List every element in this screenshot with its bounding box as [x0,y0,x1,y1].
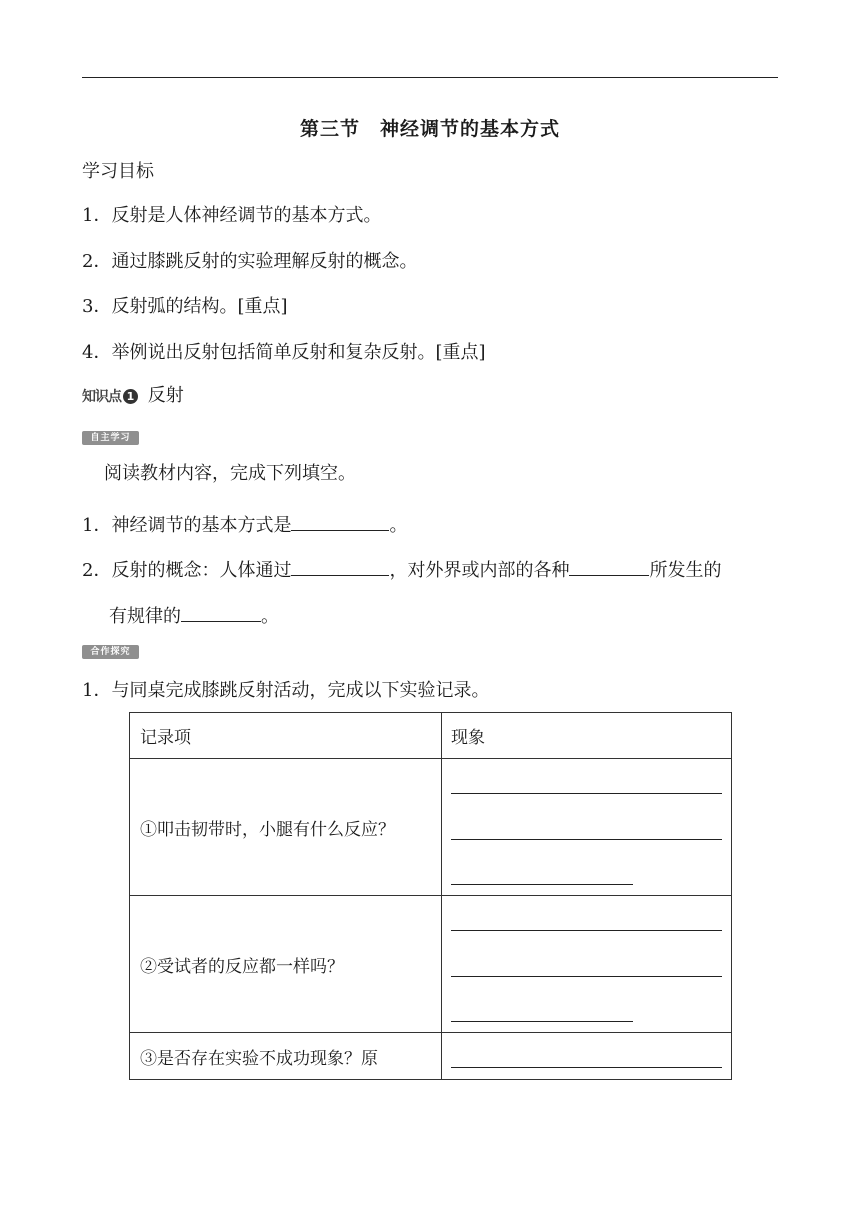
knowledge-point-label: 反射 [147,385,184,406]
objective-item: 3．反射弧的结构。[重点] [82,296,288,317]
record-item: ③是否存在实验不成功现象？原 [130,1033,442,1080]
page-title: 第三节 神经调节的基本方式 [299,118,560,140]
objectives-heading: 学习目标 [82,161,154,182]
objective-item: 4．举例说出反射包括简单反射和复杂反射。[重点] [82,342,486,363]
answer-blank[interactable] [569,555,649,576]
answer-cell[interactable] [442,1033,732,1080]
table-row [130,759,732,896]
answer-line[interactable] [451,1066,722,1068]
answer-blank[interactable] [291,510,389,531]
experiment-record-table [129,712,732,1080]
table-row [130,1033,732,1080]
fill-1-suffix: 。 [389,515,408,536]
answer-line[interactable] [451,792,722,794]
knowledge-point-badge: 知识点 [82,389,121,405]
answer-cell[interactable] [442,896,732,1033]
answer-line[interactable] [451,975,722,977]
answer-line[interactable] [451,929,722,931]
fill-question-1 [82,510,407,538]
fill-question-2 [82,555,721,583]
table-header-row [130,713,732,759]
fill-2-middle: ，对外界或内部的各种 [389,560,570,581]
self-study-stamp: 自主学习 [82,431,139,445]
answer-cell[interactable] [442,759,732,896]
fill-question-2-cont [109,601,279,629]
answer-line[interactable] [451,1020,633,1022]
number-one-icon: 1 [123,389,138,404]
fill-2-line2-suffix: 。 [261,606,279,627]
record-item: ②受试者的反应都一样吗？ [130,896,442,1033]
fill-2-suffix: 所发生的 [649,560,722,581]
answer-line[interactable] [451,838,722,840]
header-phenomenon: 现象 [442,713,732,759]
cooperative-inquiry-stamp: 合作探究 [82,645,139,659]
fill-2-prefix: 2．反射的概念：人体通过 [82,560,292,581]
answer-blank[interactable] [181,601,261,622]
fill-1-prefix: 1．神经调节的基本方式是 [82,515,292,536]
header-record-item: 记录项 [130,713,442,759]
objective-item: 2．通过膝跳反射的实验理解反射的概念。 [82,251,418,272]
record-item: ①叩击韧带时，小腿有什么反应？ [130,759,442,896]
header-rule [82,77,778,78]
fill-2-line2-prefix: 有规律的 [109,606,181,627]
answer-line[interactable] [451,883,633,885]
knowledge-point-heading [82,384,184,409]
answer-blank[interactable] [291,555,389,576]
task-1: 1．与同桌完成膝跳反射活动，完成以下实验记录。 [82,680,490,701]
intro-text: 阅读教材内容，完成下列填空。 [104,463,356,484]
objective-item: 1．反射是人体神经调节的基本方式。 [82,205,382,226]
table-row [130,896,732,1033]
